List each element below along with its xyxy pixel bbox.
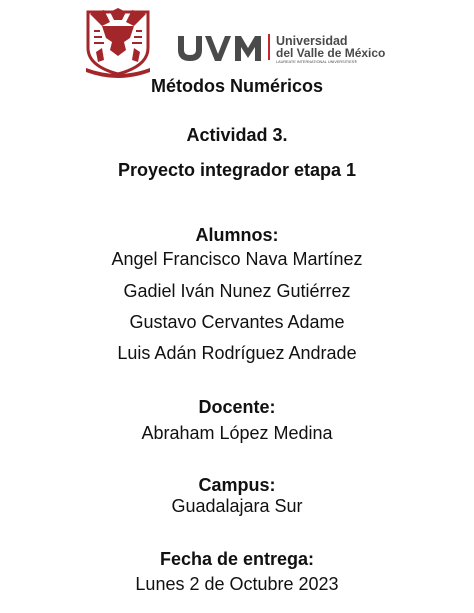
svg-text:Universidad: Universidad <box>276 34 348 48</box>
student-name: Gadiel Iván Nunez Gutiérrez <box>123 281 351 301</box>
teacher-name: Abraham López Medina <box>141 423 333 443</box>
student-name: Gustavo Cervantes Adame <box>129 312 345 332</box>
campus-name: Guadalajara Sur <box>171 496 303 516</box>
due-date-label: Fecha de entrega: <box>159 549 315 569</box>
activity-title: Proyecto integrador etapa 1 <box>117 160 357 180</box>
activity-number: Actividad 3. <box>186 125 288 145</box>
unam-crest-icon <box>80 8 156 78</box>
students-label: Alumnos: <box>195 225 279 245</box>
campus-label: Campus: <box>198 475 276 495</box>
due-date-value: Lunes 2 de Octubre 2023 <box>135 574 339 594</box>
course-title: Métodos Numéricos <box>150 76 324 96</box>
uvm-logo-icon <box>178 28 408 64</box>
teacher-label: Docente: <box>198 397 276 417</box>
student-name: Angel Francisco Nava Martínez <box>111 249 363 269</box>
student-name: Luis Adán Rodríguez Andrade <box>117 343 357 363</box>
svg-text:del Valle de México: del Valle de México <box>276 46 386 60</box>
svg-text:LAUREATE INTERNATIONAL UNIVERS: LAUREATE INTERNATIONAL UNIVERSITIES® <box>276 60 357 64</box>
